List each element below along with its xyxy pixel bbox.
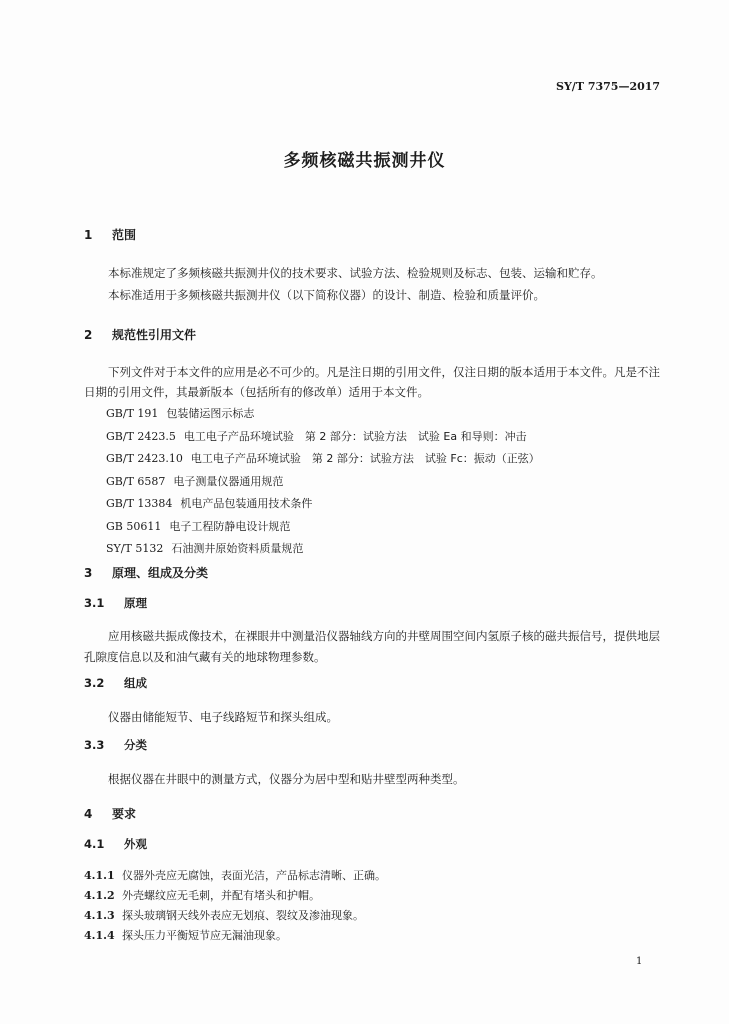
reference-item bbox=[106, 448, 540, 471]
section-number: 3 bbox=[84, 566, 93, 580]
item-text: 仪器外壳应无腐蚀，表面光洁，产品标志清晰、正确。 bbox=[122, 869, 386, 882]
subsection-title: 原理 bbox=[124, 596, 147, 610]
item-text: 探头玻璃钢天线外表应无划痕、裂纹及渗油现象。 bbox=[122, 909, 364, 922]
requirement-list bbox=[84, 866, 386, 946]
requirement-item bbox=[84, 866, 386, 886]
document-title: 多频核磁共振测井仪 bbox=[283, 151, 446, 171]
requirement-item bbox=[84, 906, 386, 926]
reference-item bbox=[106, 493, 540, 516]
subsection-3-2-heading bbox=[84, 675, 147, 691]
subsection-title: 分类 bbox=[124, 738, 147, 752]
section-number: 1 bbox=[84, 228, 93, 242]
reference-code: GB 50611 bbox=[106, 519, 162, 533]
reference-title: 电工电子产品环境试验 第 2 部分：试验方法 试验 Ea 和导则：冲击 bbox=[183, 429, 527, 443]
requirement-item bbox=[84, 886, 386, 906]
reference-code: GB/T 191 bbox=[106, 407, 159, 420]
reference-title: 电子工程防静电设计规范 bbox=[169, 519, 291, 533]
requirement-item bbox=[84, 926, 386, 946]
reference-list bbox=[106, 403, 540, 561]
page-number: 1 bbox=[636, 956, 643, 967]
subsection-number: 3.3 bbox=[84, 738, 105, 752]
section-title: 规范性引用文件 bbox=[112, 328, 197, 342]
item-number: 4.1.3 bbox=[84, 909, 115, 922]
section-number: 2 bbox=[84, 328, 93, 342]
subsection-number: 4.1 bbox=[84, 837, 105, 851]
section-2-heading bbox=[84, 326, 196, 343]
subsection-title: 组成 bbox=[124, 676, 147, 690]
section-4-heading bbox=[84, 805, 136, 822]
reference-code: GB/T 6587 bbox=[106, 474, 166, 488]
subsection-title: 外观 bbox=[124, 837, 147, 851]
standard-code: SY/T 7375—2017 bbox=[556, 80, 661, 93]
reference-title: 电子测量仪器通用规范 bbox=[173, 474, 284, 488]
reference-code: SY/T 5132 bbox=[106, 542, 164, 555]
item-text: 外壳螺纹应无毛刺，并配有堵头和护帽。 bbox=[122, 889, 320, 902]
section-number: 4 bbox=[84, 807, 93, 821]
subsection-number: 3.1 bbox=[84, 596, 105, 610]
reference-code: GB/T 2423.5 bbox=[106, 429, 176, 443]
reference-item bbox=[106, 403, 540, 426]
section-title: 范围 bbox=[112, 228, 137, 242]
section-3-heading bbox=[84, 564, 208, 581]
subsection-3-2-body: 仪器由储能短节、电子线路短节和探头组成。 bbox=[108, 710, 338, 724]
reference-title: 机电产品包装通用技术条件 bbox=[180, 497, 313, 510]
reference-code: GB/T 13384 bbox=[106, 497, 173, 510]
reference-title: 包装储运图示标志 bbox=[166, 407, 255, 420]
section-title: 原理、组成及分类 bbox=[112, 566, 209, 580]
paragraph: 本标准规定了多频核磁共振测井仪的技术要求、试验方法、检验规则及标志、包装、运输和贮存。 bbox=[108, 266, 603, 280]
reference-code: GB/T 2423.10 bbox=[106, 452, 183, 465]
subsection-4-1-heading bbox=[84, 836, 147, 852]
section-2-intro: 下列文件对于本文件的应用是必不可少的。凡是注日期的引用文件，仅注日期的版本适用于本文件。凡是不注日期的引用文件，其最新版本（包括所有的修改单）适用于本文件。 bbox=[84, 365, 660, 399]
subsection-3-3-heading bbox=[84, 737, 147, 753]
reference-title: 电工电子产品环境试验 第 2 部分：试验方法 试验 Fc：振动（正弦） bbox=[190, 452, 540, 465]
paragraph: 本标准适用于多频核磁共振测井仪（以下简称仪器）的设计、制造、检验和质量评价。 bbox=[108, 288, 545, 302]
reference-item bbox=[106, 516, 540, 539]
item-number: 4.1.1 bbox=[84, 869, 115, 882]
subsection-3-1-heading bbox=[84, 595, 147, 611]
subsection-number: 3.2 bbox=[84, 676, 105, 690]
section-title: 要求 bbox=[112, 807, 137, 821]
reference-item bbox=[106, 471, 540, 494]
reference-item bbox=[106, 538, 540, 561]
subsection-3-1-body: 应用核磁共振成像技术，在裸眼井中测量沿仪器轴线方向的井壁周围空间内氢原子核的磁共振信号，提供地层孔隙度信息以及和油气藏有关的地球物理参数。 bbox=[84, 629, 660, 664]
item-number: 4.1.4 bbox=[84, 929, 115, 942]
section-1-body bbox=[108, 262, 678, 306]
section-1-heading bbox=[84, 226, 136, 243]
item-text: 探头压力平衡短节应无漏油现象。 bbox=[122, 929, 287, 942]
item-number: 4.1.2 bbox=[84, 889, 115, 902]
subsection-3-3-body: 根据仪器在井眼中的测量方式，仪器分为居中型和贴井壁型两种类型。 bbox=[108, 772, 465, 786]
reference-item bbox=[106, 426, 540, 449]
reference-title: 石油测井原始资料质量规范 bbox=[171, 542, 304, 555]
